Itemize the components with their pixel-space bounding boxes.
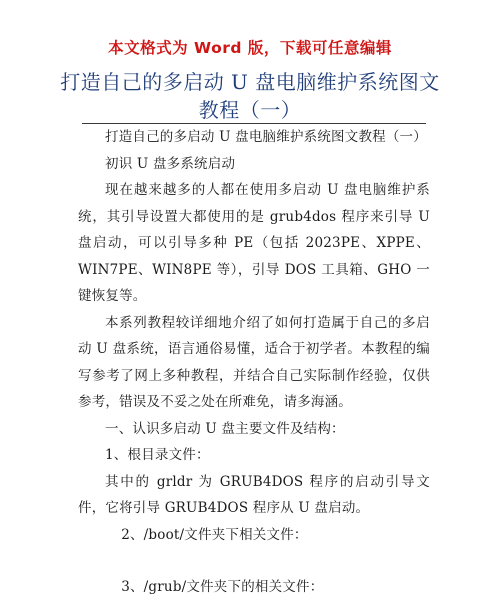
paragraph-part-one-heading: 一、认识多启动 U 盘主要文件及结构： — [105, 420, 345, 437]
title-line-2: 教程（一） — [198, 98, 302, 122]
paragraph-series-description: 本系列教程较详细地介绍了如何打造属于自己的多启动 U 盘系统，语言通俗易懂，适合于初学者。本教程的编写参考了网上多种教程，并结合自己实际制作经验，仅供参考，错误及不妥之处在所难免，请多海涵。 — [78, 314, 430, 410]
format-banner: 本文格式为 Word 版，下载可任意编辑 — [108, 39, 392, 57]
blank-space — [78, 548, 430, 574]
paragraph-grub-folder: 3、/grub/文件夹下的相关文件： — [121, 579, 324, 595]
paragraph-grldr-description: 其中的 grldr 为 GRUB4DOS 程序的启动引导文件，它将引导 GRUB4DOS 程序从 U 盘启动。 — [78, 473, 430, 516]
paragraph-root-files: 1、根目录文件： — [105, 447, 210, 463]
document-title — [60, 68, 440, 124]
paragraph-intro: 现在越来越多的人都在使用多启动 U 盘电脑维护系统，其引导设置大都使用的是 grub4dos 程序来引导 U 盘启动，可以引导多种 PE（包括 2023PE、XPPE、WIN7PE、WIN8PE 等），引导 DOS 工具箱、GHO 一键恢复等。 — [78, 182, 430, 304]
title-line-1: 打造自己的多启动 U 盘电脑维护系统图文 — [60, 70, 440, 94]
paragraph-section-heading: 初识 U 盘多系统启动 — [105, 155, 236, 172]
paragraph-subtitle: 打造自己的多启动 U 盘电脑维护系统图文教程（一） — [105, 129, 427, 145]
paragraph-boot-folder: 2、/boot/文件夹下相关文件： — [121, 526, 308, 543]
document-body — [78, 124, 430, 601]
